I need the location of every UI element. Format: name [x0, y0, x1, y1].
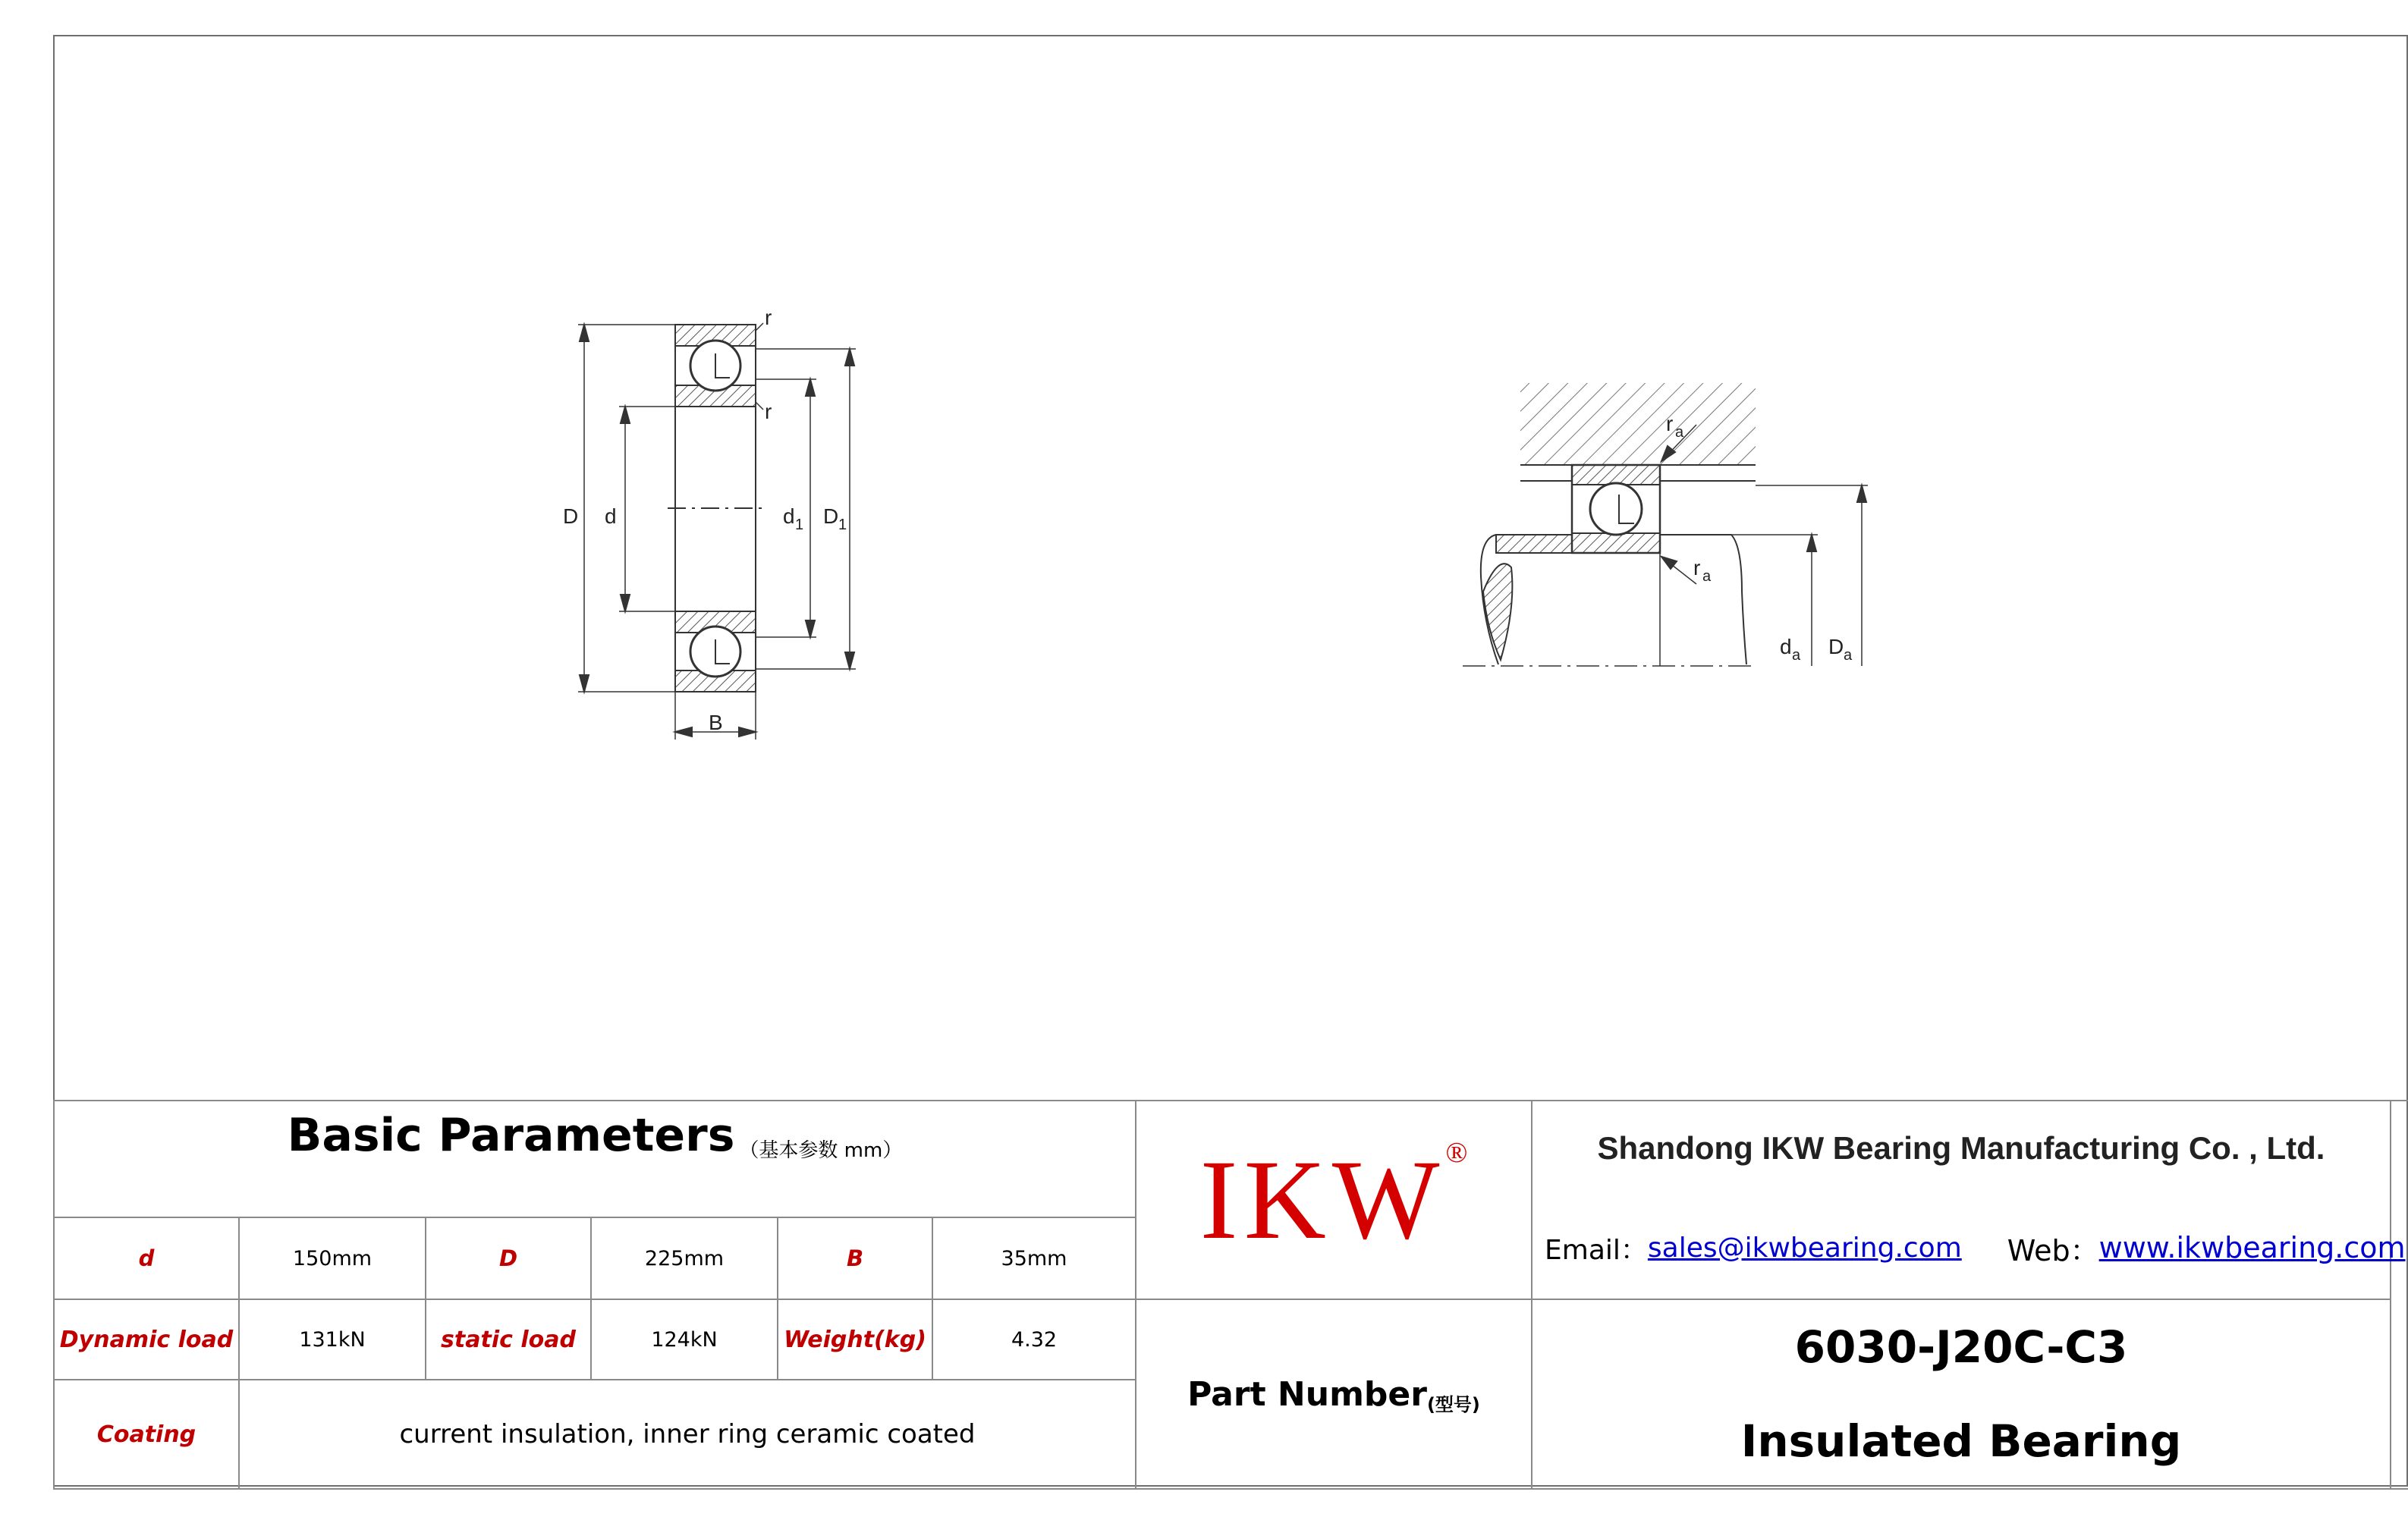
param-static-label: static load [441, 1326, 576, 1353]
dim-d1-sub: 1 [795, 517, 804, 533]
part-number-cell [1533, 1300, 2390, 1394]
param-d-label: d [138, 1245, 155, 1271]
registered-mark: ® [1445, 1137, 1468, 1169]
email-link[interactable]: sales@ikwbearing.com [1647, 1232, 1962, 1264]
param-D-label: D [498, 1245, 518, 1271]
dim-D1-sub: 1 [838, 517, 847, 533]
dim-Da-label: D [1828, 635, 1844, 658]
brand-logo [1136, 1101, 1531, 1299]
web-label: Web： [2007, 1233, 2099, 1267]
bearing-section-view [578, 323, 856, 740]
dim-ra-bottom-sub: a [1702, 568, 1712, 585]
part-type-value: Insulated Bearing [1740, 1415, 2182, 1467]
parameters-header [55, 1101, 1135, 1217]
param-B-value: 35mm [1001, 1246, 1067, 1270]
param-static-value: 124kN [651, 1327, 718, 1352]
param-B-label: B [846, 1245, 864, 1271]
dim-da-label: d [1780, 635, 1792, 658]
dim-ra-bottom-label: r [1693, 556, 1701, 579]
dim-d-label: d [605, 504, 617, 528]
dim-ra-top-label: r [1666, 412, 1674, 435]
company-name: Shandong IKW Bearing Manufacturing Co. , Ltd. [1597, 1130, 2325, 1166]
dim-B-label: B [709, 711, 723, 734]
param-d-value: 150mm [292, 1246, 373, 1270]
web-link[interactable]: www.ikwbearing.com [2098, 1231, 2406, 1264]
part-number-label-cell [1136, 1300, 1531, 1488]
part-number-label: Part Number [1187, 1374, 1427, 1414]
param-coating-label: Coating [96, 1421, 196, 1448]
param-coating-value: current insulation, inner ring ceramic coated [399, 1419, 976, 1449]
dim-Da-sub: a [1844, 647, 1853, 664]
parameters-subtitle: （基本参数 mm） [739, 1139, 903, 1162]
dim-da-sub: a [1792, 647, 1801, 664]
dim-d1-label: d [783, 504, 795, 528]
mounting-view [1463, 383, 1868, 666]
param-dynamic-label: Dynamic load [59, 1326, 234, 1353]
dim-D-label: D [563, 504, 579, 528]
param-weight-value: 4.32 [1011, 1327, 1058, 1352]
part-number-value: 6030-J20C-C3 [1794, 1321, 2128, 1373]
param-dynamic-value: 131kN [299, 1327, 366, 1352]
contact-cell [1533, 1198, 2406, 1297]
logo-text: IKW [1199, 1137, 1446, 1263]
dim-r-mid-label: r [765, 400, 772, 423]
company-name-cell [1533, 1101, 2390, 1195]
param-D-value: 225mm [644, 1246, 725, 1270]
part-type-cell [1533, 1394, 2390, 1488]
dim-ra-top-sub: a [1675, 424, 1684, 441]
param-weight-label: Weight(kg) [784, 1326, 926, 1353]
dim-D1-label: D [823, 504, 839, 528]
dim-r-top-label: r [765, 306, 772, 329]
part-number-label-cn: (型号) [1426, 1393, 1480, 1415]
email-label: Email： [1545, 1234, 1648, 1266]
parameters-title: Basic Parameters [287, 1109, 735, 1162]
